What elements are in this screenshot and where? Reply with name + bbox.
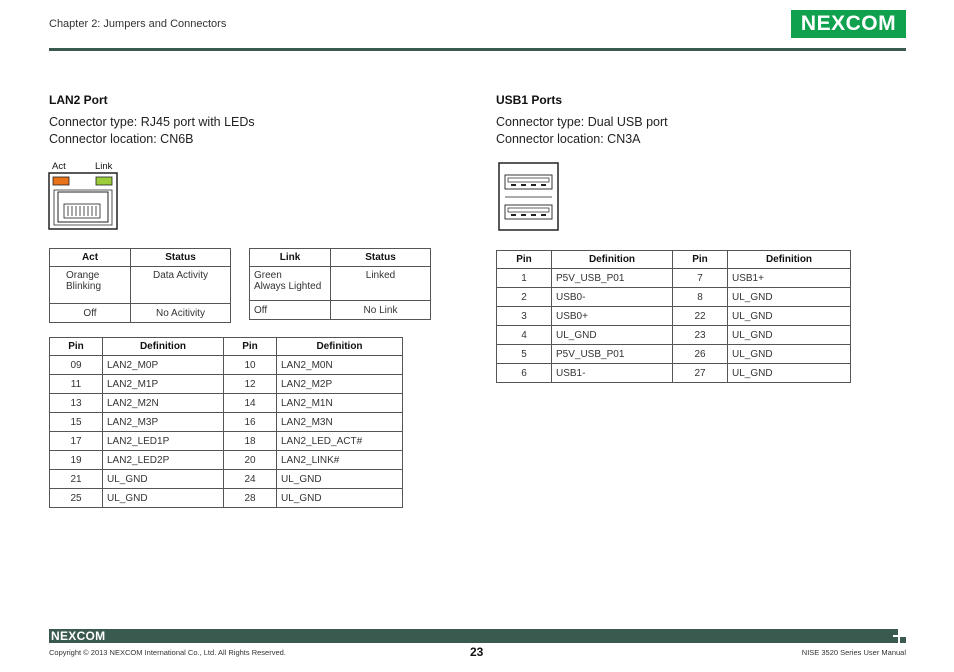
table-cell: UL_GND bbox=[277, 489, 403, 508]
table-row bbox=[497, 326, 851, 345]
table-cell: 28 bbox=[224, 489, 277, 508]
table-cell: No Acitivity bbox=[131, 304, 231, 323]
rj45-port-diagram bbox=[48, 172, 118, 230]
definition-header: Definition bbox=[552, 251, 673, 269]
table-row bbox=[50, 356, 403, 375]
footer-logo-text: NEXCOM bbox=[51, 629, 106, 643]
table-cell: 19 bbox=[50, 451, 103, 470]
usb-port-diagram bbox=[498, 162, 559, 231]
table-cell: LAN2_M1N bbox=[277, 394, 403, 413]
table-row bbox=[50, 432, 403, 451]
table-cell: UL_GND bbox=[103, 470, 224, 489]
usb-connector-type: Connector type: Dual USB port bbox=[496, 115, 668, 129]
table-cell: No Link bbox=[331, 301, 431, 320]
lan-section-title: LAN2 Port bbox=[49, 93, 108, 107]
definition-header: Definition bbox=[103, 338, 224, 356]
act-led bbox=[53, 177, 69, 185]
table-cell: 16 bbox=[224, 413, 277, 432]
link-led bbox=[96, 177, 112, 185]
table-cell: 6 bbox=[497, 364, 552, 383]
manual-name: NISE 3520 Series User Manual bbox=[801, 648, 906, 657]
table-cell: 15 bbox=[50, 413, 103, 432]
table-cell: 18 bbox=[224, 432, 277, 451]
pin-header: Pin bbox=[497, 251, 552, 269]
table-cell: UL_GND bbox=[728, 307, 851, 326]
table-cell: LAN2_M3N bbox=[277, 413, 403, 432]
table-cell: 4 bbox=[497, 326, 552, 345]
usb-connector-location: Connector location: CN3A bbox=[496, 132, 641, 146]
table-cell: LAN2_LED1P bbox=[103, 432, 224, 451]
table-cell: UL_GND bbox=[728, 326, 851, 345]
table-cell: 12 bbox=[224, 375, 277, 394]
table-cell: Linked bbox=[331, 267, 431, 301]
table-cell: UL_GND bbox=[103, 489, 224, 508]
table-row bbox=[50, 470, 403, 489]
pin-header: Pin bbox=[673, 251, 728, 269]
status-header: Status bbox=[331, 249, 431, 267]
table-row bbox=[50, 451, 403, 470]
table-cell: P5V_USB_P01 bbox=[552, 345, 673, 364]
table-cell: LAN2_M2N bbox=[103, 394, 224, 413]
definition-header: Definition bbox=[277, 338, 403, 356]
pin-header: Pin bbox=[224, 338, 277, 356]
table-cell: 13 bbox=[50, 394, 103, 413]
table-cell: 11 bbox=[50, 375, 103, 394]
table-cell: UL_GND bbox=[728, 345, 851, 364]
table-cell: 20 bbox=[224, 451, 277, 470]
logo-text: NEXCOM bbox=[800, 12, 897, 35]
status-header: Status bbox=[131, 249, 231, 267]
table-cell: P5V_USB_P01 bbox=[552, 269, 673, 288]
table-cell: USB0- bbox=[552, 288, 673, 307]
table-cell: 8 bbox=[673, 288, 728, 307]
table-row bbox=[497, 345, 851, 364]
table-row bbox=[497, 307, 851, 326]
table-cell: LAN2_M0P bbox=[103, 356, 224, 375]
table-cell: 25 bbox=[50, 489, 103, 508]
table-cell: 3 bbox=[497, 307, 552, 326]
table-cell: Orange Blinking bbox=[50, 267, 131, 304]
lan-connector-location: Connector location: CN6B bbox=[49, 132, 194, 146]
chapter-title: Chapter 2: Jumpers and Connectors bbox=[49, 18, 227, 30]
table-cell: 09 bbox=[50, 356, 103, 375]
table-cell: LAN2_LED2P bbox=[103, 451, 224, 470]
table-cell: 17 bbox=[50, 432, 103, 451]
table-cell: Data Activity bbox=[131, 267, 231, 304]
table-cell: 1 bbox=[497, 269, 552, 288]
table-row bbox=[50, 413, 403, 432]
table-cell: Green Always Lighted bbox=[250, 267, 331, 301]
page-number: 23 bbox=[470, 645, 484, 659]
lan-connector-type: Connector type: RJ45 port with LEDs bbox=[49, 115, 255, 129]
table-cell: 10 bbox=[224, 356, 277, 375]
usb-section-title: USB1 Ports bbox=[496, 93, 563, 107]
table-cell: LAN2_M2P bbox=[277, 375, 403, 394]
table-row bbox=[50, 394, 403, 413]
copyright-text: Copyright © 2013 NEXCOM International Co., Ltd. All Rights Reserved. bbox=[49, 648, 286, 657]
table-cell: UL_GND bbox=[552, 326, 673, 345]
table-cell: USB1+ bbox=[728, 269, 851, 288]
table-row bbox=[497, 288, 851, 307]
table-cell: 27 bbox=[673, 364, 728, 383]
act-status-table bbox=[49, 248, 231, 323]
footer-square bbox=[900, 637, 906, 643]
table-cell: UL_GND bbox=[277, 470, 403, 489]
table-cell: 26 bbox=[673, 345, 728, 364]
link-status-table bbox=[249, 248, 431, 320]
table-row bbox=[497, 269, 851, 288]
act-led-label: Act bbox=[52, 161, 66, 172]
table-row bbox=[50, 489, 403, 508]
header-divider bbox=[49, 48, 906, 51]
table-cell: 22 bbox=[673, 307, 728, 326]
table-cell: Off bbox=[50, 304, 131, 323]
definition-header: Definition bbox=[728, 251, 851, 269]
table-row bbox=[50, 375, 403, 394]
table-cell: 23 bbox=[673, 326, 728, 345]
table-cell: Off bbox=[250, 301, 331, 320]
table-cell: 2 bbox=[497, 288, 552, 307]
table-cell: 7 bbox=[673, 269, 728, 288]
table-cell: LAN2_M1P bbox=[103, 375, 224, 394]
lan-pin-table bbox=[49, 337, 403, 508]
table-cell: 5 bbox=[497, 345, 552, 364]
footer-square bbox=[892, 629, 898, 635]
nexcom-logo bbox=[791, 10, 906, 38]
table-cell: USB0+ bbox=[552, 307, 673, 326]
table-cell: 21 bbox=[50, 470, 103, 489]
footer-bar bbox=[49, 629, 893, 643]
pin-header: Pin bbox=[50, 338, 103, 356]
table-cell: LAN2_LED_ACT# bbox=[277, 432, 403, 451]
usb-pin-table bbox=[496, 250, 851, 383]
act-header: Act bbox=[50, 249, 131, 267]
link-header: Link bbox=[250, 249, 331, 267]
table-cell: 24 bbox=[224, 470, 277, 489]
footer-square bbox=[892, 637, 898, 643]
table-cell: LAN2_LINK# bbox=[277, 451, 403, 470]
table-cell: USB1- bbox=[552, 364, 673, 383]
table-row bbox=[497, 364, 851, 383]
table-cell: LAN2_M3P bbox=[103, 413, 224, 432]
link-led-label: Link bbox=[95, 161, 113, 172]
table-cell: 14 bbox=[224, 394, 277, 413]
table-cell: LAN2_M0N bbox=[277, 356, 403, 375]
table-cell: UL_GND bbox=[728, 364, 851, 383]
table-cell: UL_GND bbox=[728, 288, 851, 307]
